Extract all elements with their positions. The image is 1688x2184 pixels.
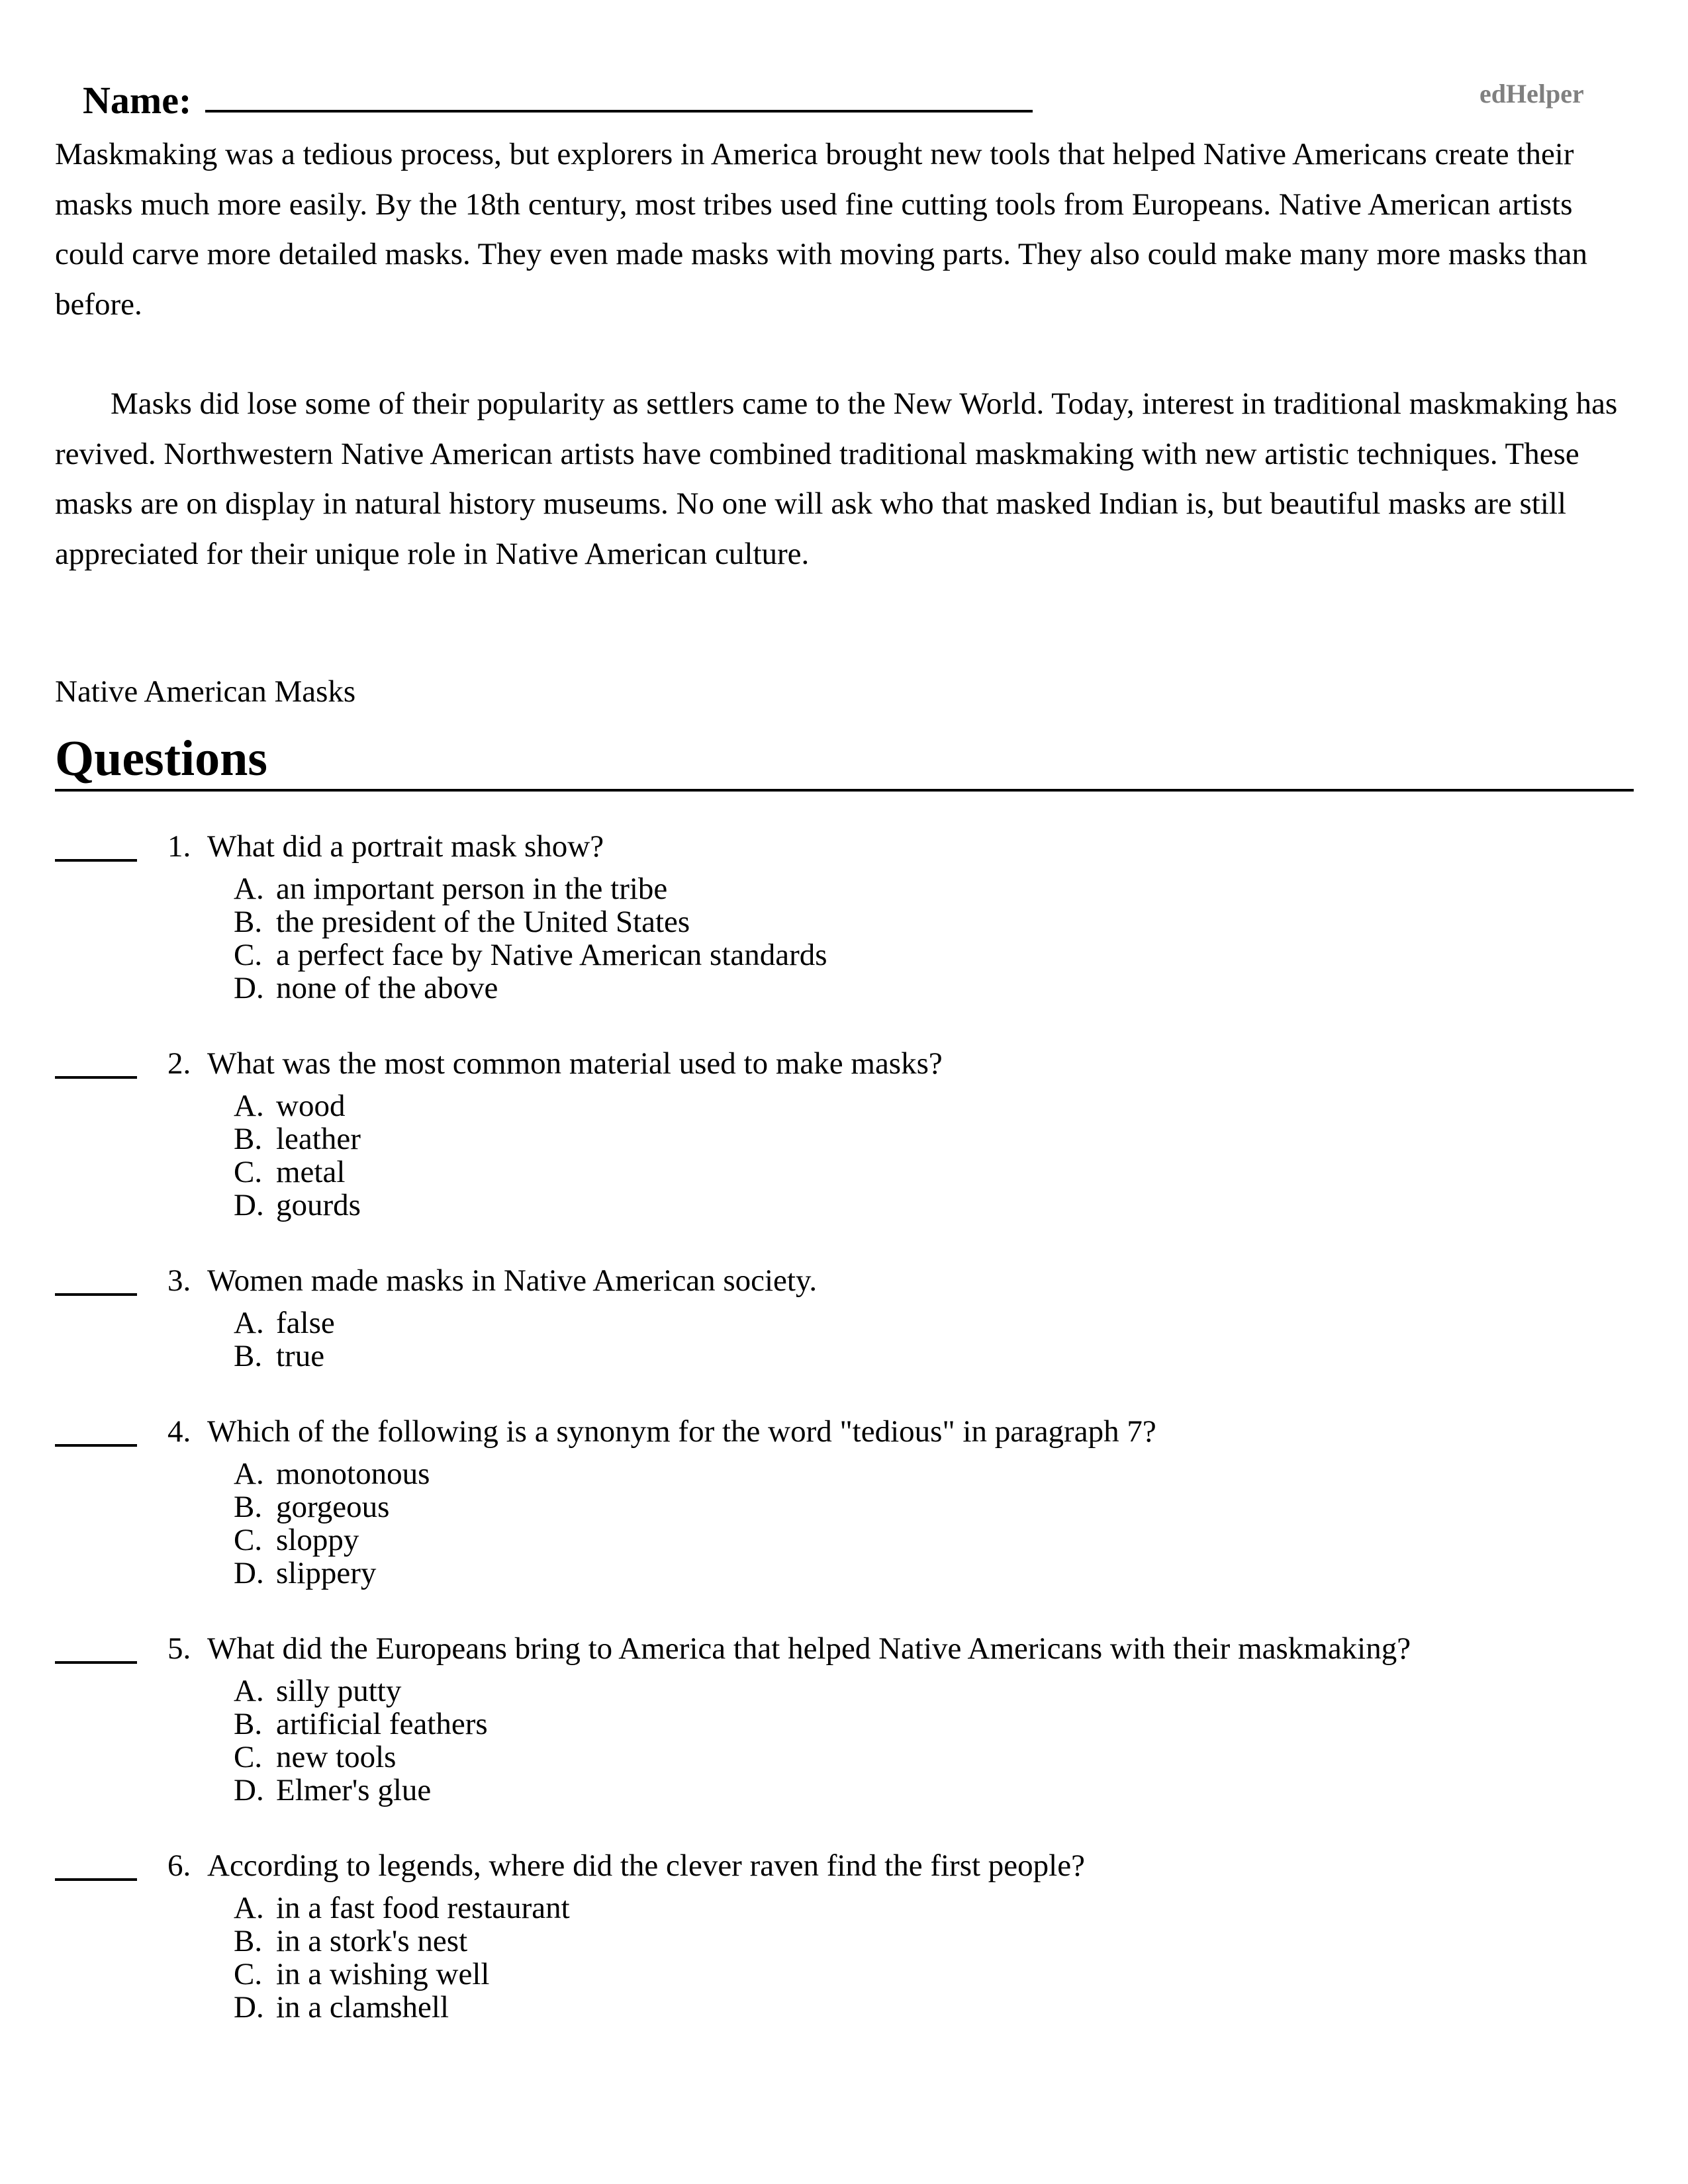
choice-text: metal bbox=[276, 1155, 346, 1189]
choice-letter: D. bbox=[234, 1990, 264, 2025]
question-text: According to legends, where did the clever raven find the first people? bbox=[207, 1848, 1085, 1883]
choice-text: in a stork's nest bbox=[276, 1924, 468, 1958]
choice-item bbox=[234, 1156, 1637, 1189]
choice-list bbox=[55, 1674, 1637, 1807]
choice-item bbox=[234, 1774, 1637, 1807]
choice-item bbox=[234, 1089, 1637, 1122]
choice-text: silly putty bbox=[276, 1674, 402, 1708]
choice-letter: B. bbox=[234, 905, 263, 939]
choice-item bbox=[234, 1122, 1637, 1156]
choice-letter: D. bbox=[234, 971, 264, 1005]
choice-letter: B. bbox=[234, 1490, 263, 1524]
question-text: Women made masks in Native American society. bbox=[207, 1263, 818, 1298]
passage-paragraph: Maskmaking was a tedious process, but explorers in America brought new tools that helped Native Americans create their masks much more easily. By the 18th century, most tribes used fine cutting tools from Europeans. Native American artists could carve more detailed masks. They even made masks with moving parts. They also could make many more masks than before. bbox=[55, 137, 1588, 322]
name-blank-line bbox=[205, 110, 1033, 113]
question-number: 3. bbox=[167, 1263, 191, 1298]
choice-item bbox=[234, 938, 1637, 972]
answer-blank[interactable] bbox=[55, 1878, 137, 1881]
choice-text: sloppy bbox=[276, 1523, 359, 1557]
choice-item bbox=[234, 1557, 1637, 1590]
question-item bbox=[55, 1844, 1637, 2024]
choice-item bbox=[234, 1490, 1637, 1524]
choice-letter: C. bbox=[234, 1155, 263, 1189]
choice-item bbox=[234, 1189, 1637, 1222]
choice-text: artificial feathers bbox=[276, 1707, 488, 1741]
choice-item bbox=[234, 1741, 1637, 1774]
choice-item bbox=[234, 1891, 1637, 1925]
choice-item bbox=[234, 1306, 1637, 1340]
choice-text: gorgeous bbox=[276, 1490, 390, 1524]
question-item bbox=[55, 1410, 1637, 1590]
choice-text: true bbox=[276, 1339, 325, 1373]
choice-text: slippery bbox=[276, 1556, 377, 1590]
question-text: What did the Europeans bring to America that helped Native Americans with their maskmaking? bbox=[207, 1631, 1411, 1666]
questions-heading-text: Questions bbox=[55, 731, 267, 786]
name-label: Name: bbox=[83, 79, 192, 122]
answer-blank[interactable] bbox=[55, 859, 137, 862]
choice-text: monotonous bbox=[276, 1457, 430, 1491]
question-number: 5. bbox=[167, 1631, 191, 1666]
question-item bbox=[55, 1259, 1637, 1373]
choice-letter: B. bbox=[234, 1707, 263, 1741]
choice-letter: A. bbox=[234, 1089, 264, 1123]
choice-letter: B. bbox=[234, 1339, 263, 1373]
choice-text: in a fast food restaurant bbox=[276, 1891, 570, 1925]
brand-logo-text: edHelper bbox=[1479, 79, 1584, 109]
answer-blank[interactable] bbox=[55, 1076, 137, 1079]
question-text: What was the most common material used to make masks? bbox=[207, 1046, 943, 1081]
question-number: 2. bbox=[167, 1046, 191, 1081]
choice-text: the president of the United States bbox=[276, 905, 690, 939]
question-text: What did a portrait mask show? bbox=[207, 829, 604, 864]
choice-letter: A. bbox=[234, 1457, 264, 1491]
choice-letter: B. bbox=[234, 1924, 263, 1958]
question-item bbox=[55, 825, 1637, 1005]
question-list bbox=[55, 825, 1637, 2024]
question-number: 6. bbox=[167, 1848, 191, 1883]
choice-letter: D. bbox=[234, 1773, 264, 1807]
choice-item bbox=[234, 1524, 1637, 1557]
choice-item bbox=[234, 972, 1637, 1005]
choice-text: Elmer's glue bbox=[276, 1773, 432, 1807]
passage-paragraph: Masks did lose some of their popularity as settlers came to the New World. Today, interest in traditional maskmaking has revived. Northwestern Native American artists have combined traditional maskmaking with new artistic techniques. These masks are on display in natural history museums. No one will ask who that masked Indian is, but beautiful masks are still appreciated for their unique role in Native American culture. bbox=[55, 387, 1618, 571]
question-number: 4. bbox=[167, 1414, 191, 1449]
choice-item bbox=[234, 1991, 1637, 2024]
choice-letter: C. bbox=[234, 938, 263, 972]
choice-list bbox=[55, 1089, 1637, 1222]
worksheet-header bbox=[83, 74, 1605, 127]
choice-text: leather bbox=[276, 1122, 361, 1156]
choice-text: in a clamshell bbox=[276, 1990, 449, 2025]
choice-item bbox=[234, 872, 1637, 905]
choice-text: none of the above bbox=[276, 971, 498, 1005]
choice-letter: A. bbox=[234, 872, 264, 906]
choice-text: in a wishing well bbox=[276, 1957, 490, 1991]
choice-list bbox=[55, 872, 1637, 1005]
question-text: Which of the following is a synonym for the word "tedious" in paragraph 7? bbox=[207, 1414, 1156, 1449]
choice-list bbox=[55, 1306, 1637, 1373]
choice-list bbox=[55, 1891, 1637, 2024]
choice-list bbox=[55, 1457, 1637, 1590]
choice-letter: A. bbox=[234, 1891, 264, 1925]
choice-letter: A. bbox=[234, 1306, 264, 1340]
choice-item bbox=[234, 1457, 1637, 1490]
reading-passage bbox=[55, 130, 1630, 579]
choice-text: wood bbox=[276, 1089, 346, 1123]
choice-text: a perfect face by Native American standards bbox=[276, 938, 827, 972]
choice-text: new tools bbox=[276, 1740, 397, 1774]
question-number: 1. bbox=[167, 829, 191, 864]
answer-blank[interactable] bbox=[55, 1444, 137, 1447]
choice-letter: C. bbox=[234, 1740, 263, 1774]
question-item bbox=[55, 1042, 1637, 1222]
answer-blank[interactable] bbox=[55, 1293, 137, 1296]
choice-item bbox=[234, 1707, 1637, 1741]
choice-letter: D. bbox=[234, 1556, 264, 1590]
choice-item bbox=[234, 905, 1637, 938]
question-item bbox=[55, 1627, 1637, 1807]
choice-item bbox=[234, 1340, 1637, 1373]
choice-item bbox=[234, 1674, 1637, 1707]
choice-text: gourds bbox=[276, 1188, 361, 1222]
choice-item bbox=[234, 1958, 1637, 1991]
choice-text: an important person in the tribe bbox=[276, 872, 668, 906]
choice-text: false bbox=[276, 1306, 335, 1340]
answer-blank[interactable] bbox=[55, 1661, 137, 1664]
worksheet-title: Native American Masks bbox=[55, 674, 356, 709]
choice-letter: C. bbox=[234, 1957, 263, 1991]
choice-letter: A. bbox=[234, 1674, 264, 1708]
choice-letter: D. bbox=[234, 1188, 264, 1222]
choice-item bbox=[234, 1925, 1637, 1958]
choice-letter: B. bbox=[234, 1122, 263, 1156]
choice-letter: C. bbox=[234, 1523, 263, 1557]
questions-heading bbox=[55, 728, 1634, 792]
